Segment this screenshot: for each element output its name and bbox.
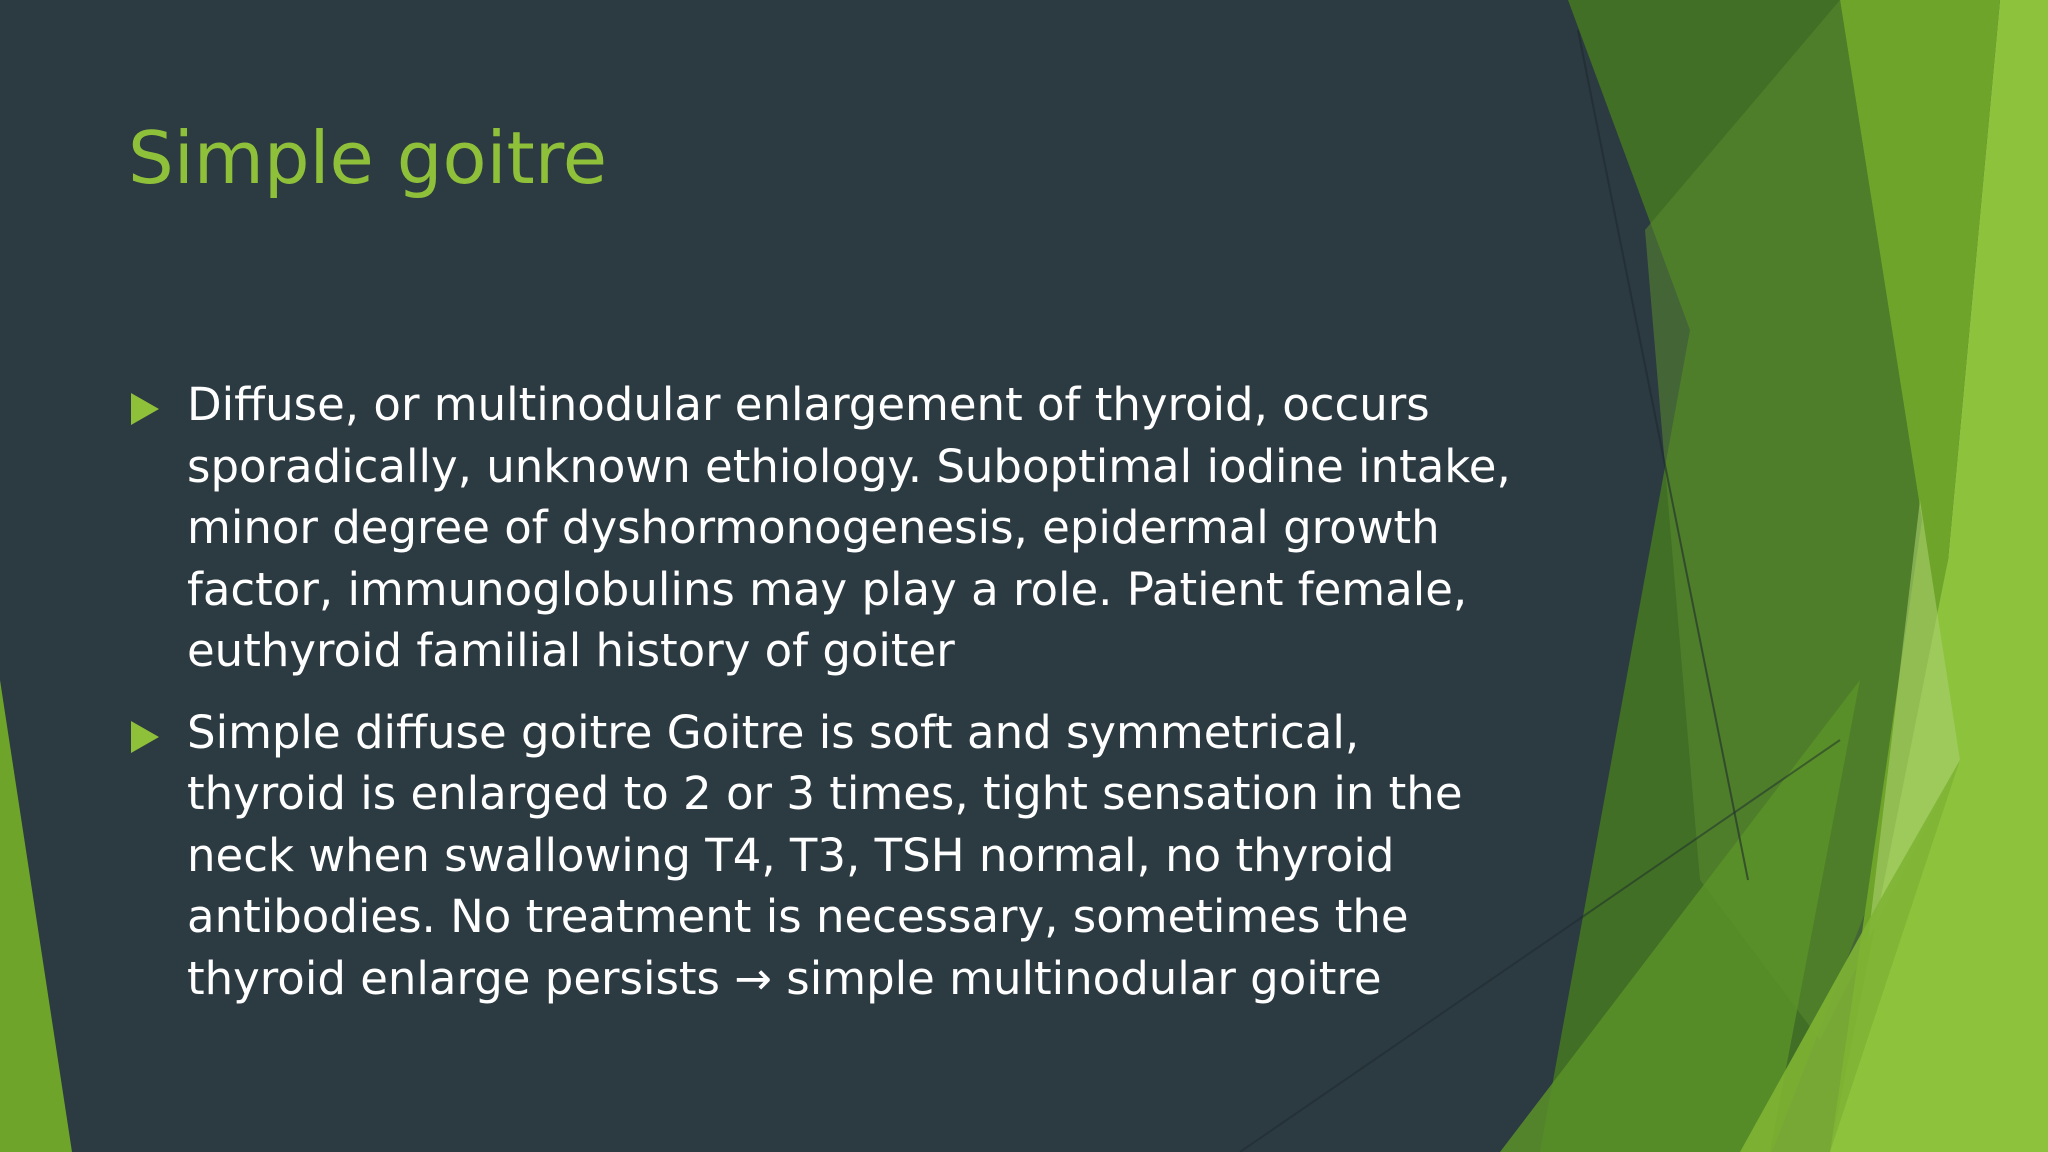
bullet-line: thyroid is enlarged to 2 or 3 times, tight sensation in the [187,767,1463,820]
bullet-line: minor degree of dyshormonogenesis, epidermal growth [187,501,1440,554]
bullet-line: neck when swallowing T4, T3, TSH normal, no thyroid [187,828,1395,882]
bullet-line: euthyroid familial history of goiter [187,624,955,677]
bullet-line: sporadically, unknown ethiology. Suboptimal iodine intake, [187,439,1511,493]
bullet-item [128,702,1588,1010]
bullet-line: Diffuse, or multinodular enlargement of thyroid, occurs [187,378,1430,431]
triangle-bullet-icon [131,393,159,425]
bullet-line: thyroid enlarge persists → simple multinodular goitre [187,951,1382,1005]
bullet-item [128,374,1588,682]
slide-title: Simple goitre [128,116,608,200]
bullet-line: factor, immunoglobulins may play a role. Patient female, [187,562,1468,616]
bullet-line: antibodies. No treatment is necessary, sometimes the [187,890,1409,943]
bullet-line: Simple diffuse goitre Goitre is soft and symmetrical, [187,705,1360,759]
triangle-bullet-icon [131,721,159,753]
bg-shape-left-sliver [0,680,72,1152]
bullet-list [128,374,1588,1029]
